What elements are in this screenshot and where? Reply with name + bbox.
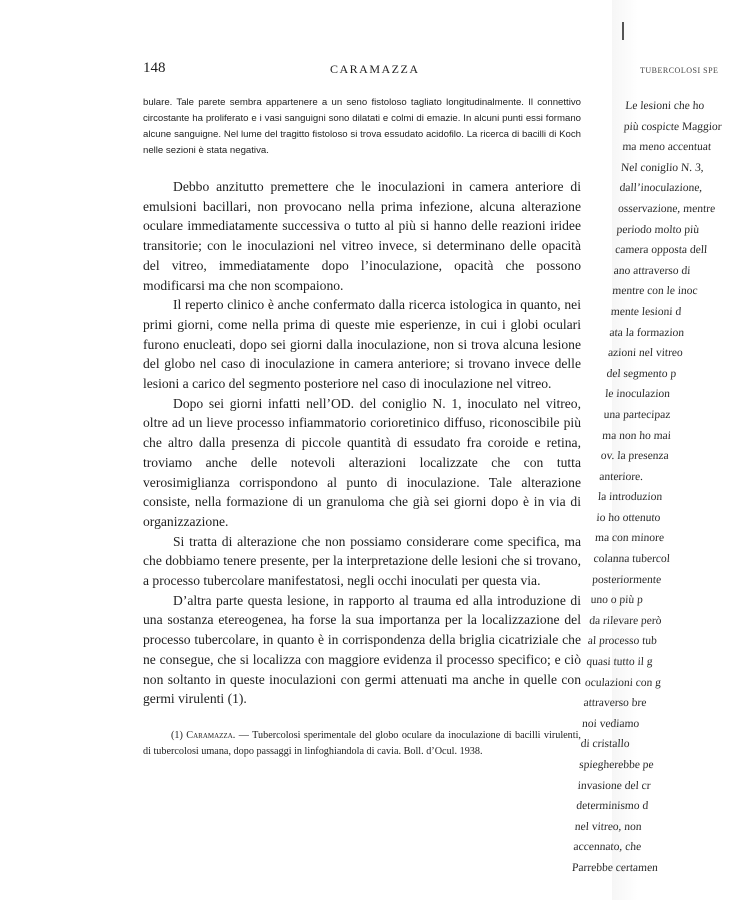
facing-page-line: spiegherebbe pe — [578, 759, 655, 771]
body-paragraph: Si tratta di alterazione che non possiamo considerare come specifica, ma che dobbiamo tenere presente, per la interpretazione delle lesioni che si trovano, a processo tubercolare manifestatosi, negli occhi inoculati per questa via. — [143, 533, 581, 589]
facing-page-line: nel vitreo, non — [574, 820, 643, 833]
facing-page-line: la introduzion — [597, 491, 663, 504]
facing-page-line: ma con minore — [594, 532, 665, 545]
facing-page-line: da rilevare però — [588, 614, 662, 627]
facing-page-line: io ho ottenuto — [596, 511, 661, 524]
facing-page-line: accennato, che — [573, 841, 642, 854]
facing-page-line: anteriore. — [598, 470, 644, 483]
facing-page-line: Parrebbe certamen — [571, 861, 659, 874]
facing-page-line: noi vediamo — [581, 717, 640, 730]
facing-page-line: quasi tutto il g — [585, 656, 653, 669]
facing-page-line: ano attraverso di — [613, 264, 691, 277]
facing-page-line: azioni nel vitreo — [607, 347, 684, 360]
body-text — [143, 177, 581, 709]
facing-page-line: del segmento p — [606, 367, 677, 380]
facing-page-line: mente lesioni d — [610, 305, 682, 318]
facing-page-line: ma meno accentuat — [622, 141, 712, 154]
facing-page-line: periodo molto più — [616, 223, 700, 236]
facing-page-line: ata la formazion — [609, 326, 685, 339]
facing-page-line: Nel coniglio N. 3, — [620, 161, 705, 174]
footnote-marker: (1) — [171, 730, 187, 741]
facing-page-line: più cospicte Maggior — [623, 120, 723, 133]
page-number: 148 — [143, 60, 166, 76]
facing-page-line: una partecipaz — [603, 408, 671, 421]
facing-page-line: attraverso bre — [583, 697, 647, 710]
facing-page-line: al processo tub — [587, 635, 658, 648]
facing-page-line: ov. la presenza — [600, 450, 670, 463]
facing-page-line: Le lesioni che ho — [624, 100, 705, 112]
facing-page-line: camera opposta dell — [614, 244, 708, 257]
facing-page-line: oculazioni con g — [584, 676, 662, 689]
facing-page-fragment — [571, 0, 723, 900]
facing-page-line: posteriormente — [591, 573, 662, 586]
facing-page-line: osservazione, mentre — [617, 202, 716, 215]
body-paragraph: Dopo sei giorni infatti nell’OD. del coniglio N. 1, inoculato nel vitreo, oltre ad un lieve processo infiammatorio corioretinico diffuso, riconoscibile più che altro dalla presenza di piccole quantità di essudato fra coroide e retina, troviamo anche delle notevoli alterazioni localizzate che con tutta verosimiglianza corrispondono al punto di inoculazione. Tale alterazione consiste, nella formazione di un granuloma che già sei giorni dopo è in via di organizzazione. — [143, 395, 581, 529]
binding-mark — [622, 22, 624, 40]
body-paragraph: Debbo anzitutto premettere che le inoculazioni in camera anteriore di emulsioni bacillari, non provocano nella prima infezione, alcuna alterazione oculare immediatamente successiva o tutto al più si hanno delle reazioni iridee transitorie; con le inoculazioni nel vitreo invece, si determinano delle opacità del vitreo, immediatamente dopo l’inoculazione, opacità che possono modificarsi ma che non scompaiono. — [143, 179, 581, 293]
running-head: CARAMAZZA — [330, 62, 420, 76]
facing-page-line: di cristallo — [580, 738, 630, 751]
facing-page-line: le inoculazion — [604, 388, 671, 401]
facing-page-line: colanna tubercol — [593, 553, 671, 566]
facing-page-line: mentre con le inoc — [611, 285, 699, 298]
continued-paragraph: bulare. Tale parete sembra appartenere a un seno fistoloso tagliato longitudinalmente. Il connettivo circostante ha proliferato e i vasi sanguigni sono dilatati e colmi di emazie. In alcuni punti essi formano alcune sanguigne. Nel lume del tragitto fistoloso si trova essudato acidofilo. La ricerca di bacilli di Koch nelle sezioni è stata negativa. — [143, 97, 581, 156]
footnote — [143, 728, 581, 759]
facing-page-line: determinismo d — [575, 800, 649, 813]
facing-page-header: TUBERCOLOSI SPE — [640, 66, 719, 75]
body-paragraph: D’altra parte questa lesione, in rapporto al trauma ed alla introduzione di una sostanza etereogenea, ha forse la sua importanza per la localizzazione del processo tubercolare, in quanto è in corrispondenza della briglia cicatriziale che ne consegue, che si localizza con maggiore evidenza il processo specifico; e ciò non soltanto in queste inoculazioni con germi attenuati ma anche in quelle con germi virulenti (1). — [143, 592, 581, 707]
footnote-author: Caramazza. — [186, 730, 236, 741]
facing-page-line: dall’inoculazione, — [619, 182, 703, 195]
facing-page-line: uno o più p — [590, 594, 644, 607]
facing-page-line: ma non ho mai — [601, 429, 672, 442]
body-paragraph: Il reperto clinico è anche confermato dalla ricerca istologica in quanto, nei primi giorni, come nella prima di queste mie esperienze, in cui i globi oculari furono enucleati, dopo sei giorni dalla inoculazione, non si trova alcuna lesione del globo nel caso di inoculazione in camera anteriore; si trovano invece delle lesioni a carico del segmento posteriore nel caso di inoculazione nel vitreo. — [143, 297, 581, 392]
facing-page-text — [571, 96, 746, 879]
facing-page-line: invasione del cr — [577, 779, 652, 792]
footnote-text: — Tubercolosi sperimentale del globo oculare da inoculazione di bacilli virulenti, di tubercolosi umana, dopo passaggi in linfoghiandola di cavia. Boll. d’Ocul. 1938. — [143, 730, 581, 757]
